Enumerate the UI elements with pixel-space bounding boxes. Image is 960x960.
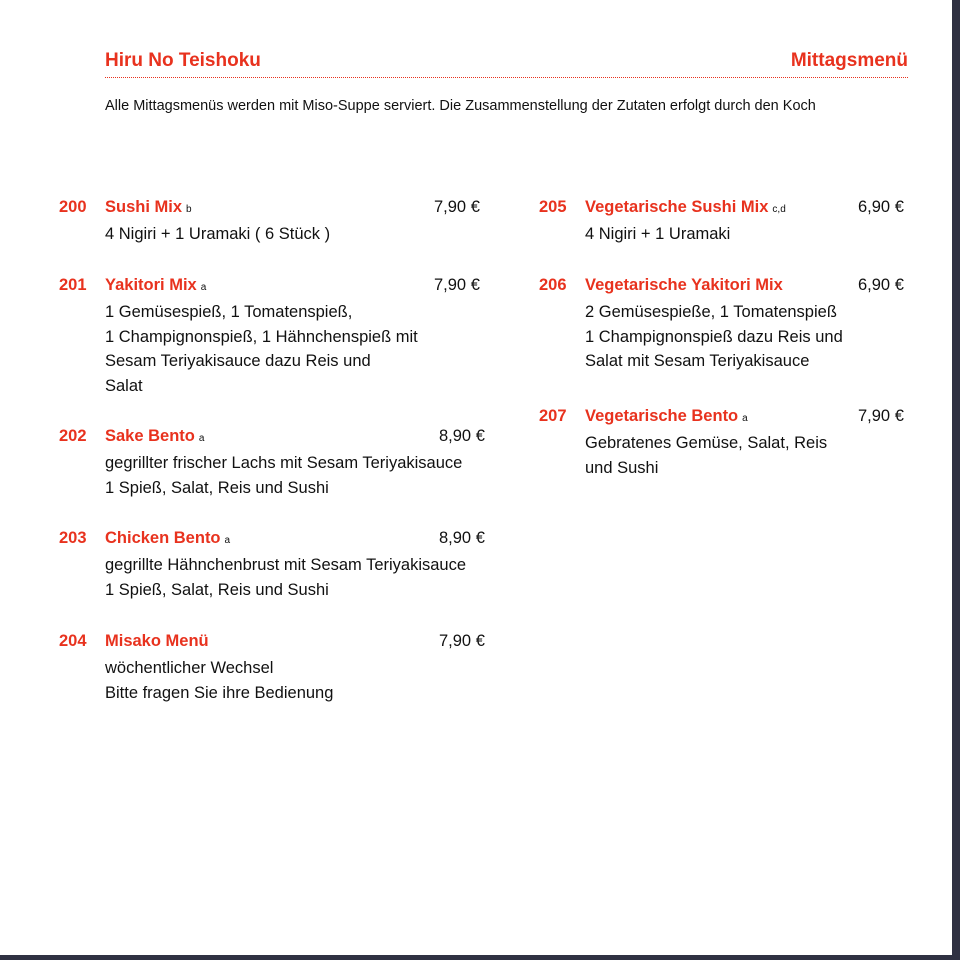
item-price: 8,90 € <box>439 427 485 445</box>
item-price: 7,90 € <box>434 198 480 216</box>
allergen-code: a <box>742 413 748 424</box>
item-price: 7,90 € <box>439 632 485 650</box>
allergen-code: a <box>198 433 205 444</box>
allergen-code: a <box>200 282 207 293</box>
item-description: 2 Gemüsespieße, 1 Tomatenspieß 1 Champignonspieß dazu Reis und Salat mit Sesam Teriyakisauce <box>585 303 843 370</box>
item-number: 206 <box>539 276 567 294</box>
item-number: 207 <box>539 407 567 425</box>
item-name: Sushi Mix b <box>105 198 192 216</box>
item-number: 201 <box>59 276 87 294</box>
window-edge-right <box>952 0 960 960</box>
item-description: gegrillte Hähnchenbrust mit Sesam Teriyakisauce 1 Spieß, Salat, Reis und Sushi <box>105 556 467 599</box>
title-divider <box>105 77 908 78</box>
window-edge-bottom <box>0 955 960 960</box>
menu-title: Hiru No Teishoku <box>105 50 261 71</box>
allergen-code: a <box>224 535 231 546</box>
item-price: 8,90 € <box>439 529 485 547</box>
item-number: 205 <box>539 198 567 216</box>
item-number: 202 <box>59 427 87 445</box>
item-price: 7,90 € <box>858 407 904 425</box>
item-name: Vegetarische Sushi Mix c,d <box>585 198 786 216</box>
allergen-code: b <box>186 204 192 215</box>
item-price: 6,90 € <box>858 198 904 216</box>
item-name: Sake Bento a <box>105 427 205 445</box>
allergen-code: c,d <box>772 204 786 215</box>
item-price: 7,90 € <box>434 276 480 294</box>
item-number: 203 <box>59 529 87 547</box>
item-price: 6,90 € <box>858 276 904 294</box>
menu-title-german: Mittagsmenü <box>790 50 908 71</box>
item-name: Yakitori Mix a <box>105 276 207 294</box>
item-description: 4 Nigiri + 1 Uramaki <box>585 225 731 243</box>
item-description: 1 Gemüsespieß, 1 Tomatenspieß, 1 Champignonspieß, 1 Hähnchenspieß mit Sesam Teriyakisauce dazu Reis und Salat <box>105 303 418 395</box>
item-name: Vegetarische Bento a <box>585 407 748 425</box>
item-number: 200 <box>59 198 87 216</box>
item-description: 4 Nigiri + 1 Uramaki ( 6 Stück ) <box>105 225 331 243</box>
item-name: Misako Menü <box>105 632 209 650</box>
item-description: wöchentlicher Wechsel Bitte fragen Sie ihre Bedienung <box>105 659 334 702</box>
item-description: Gebratenes Gemüse, Salat, Reis und Sushi <box>585 434 828 477</box>
item-description: gegrillter frischer Lachs mit Sesam Teriyakisauce 1 Spieß, Salat, Reis und Sushi <box>105 454 463 497</box>
item-name: Chicken Bento a <box>105 529 231 547</box>
intro-text: Alle Mittagsmenüs werden mit Miso-Suppe serviert. Die Zusammenstellung der Zutaten erfolgt durch den Koch <box>105 98 816 114</box>
item-number: 204 <box>59 632 87 650</box>
item-name: Vegetarische Yakitori Mix <box>585 276 783 294</box>
